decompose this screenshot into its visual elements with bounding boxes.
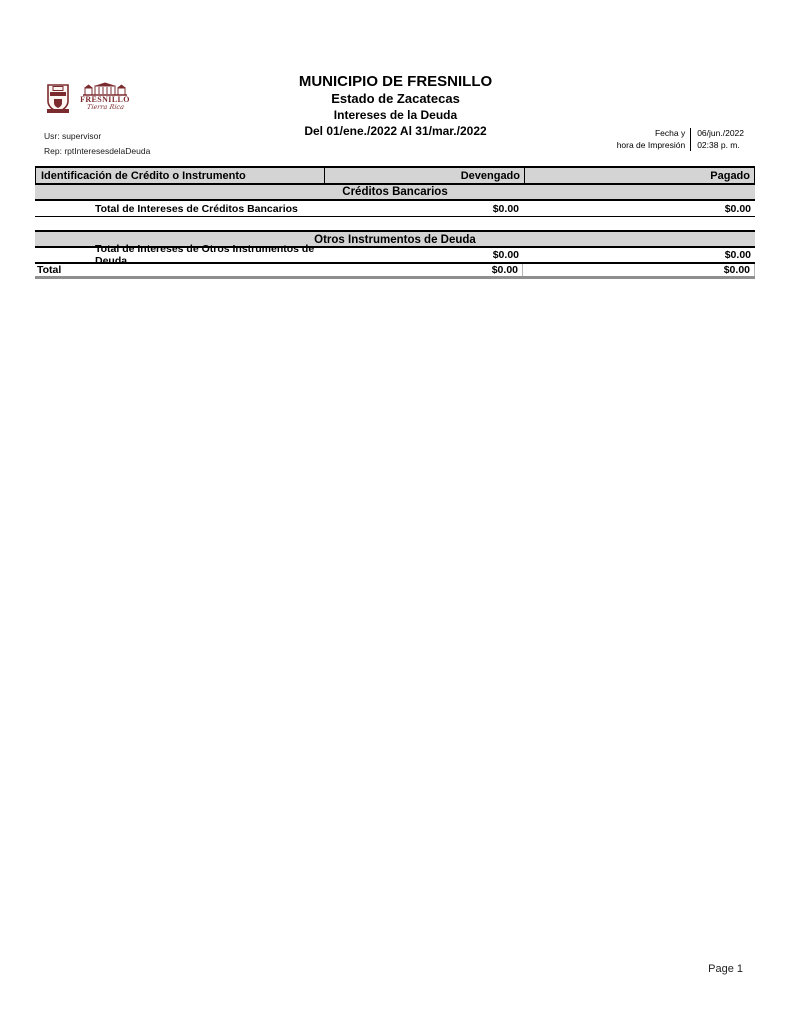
print-time: 02:38 p. m. [697,139,740,150]
section-header-otros-instrumentos: Otros Instrumentos de Deuda [35,230,755,248]
print-label-line1: Fecha y [654,128,686,138]
table-header-row [35,166,755,185]
column-header-pagado: Pagado [524,168,754,183]
report-title: MUNICIPIO DE FRESNILLO [298,73,493,90]
report-state: Estado de Zacatecas [331,91,460,106]
meta-left [44,129,150,159]
print-info-labels [617,128,691,151]
row-devengado-value: $0.00 [492,202,519,215]
table-row [35,201,755,217]
row-pagado-value: $0.00 [724,202,751,215]
column-header-devengado: Devengado [324,168,524,183]
row-label: Total de Intereses de Créditos Bancarios [95,202,298,215]
table-row [35,243,755,267]
row-pagado-value: $0.00 [724,249,751,261]
report-period: Del 01/ene./2022 Al 31/mar./2022 [304,124,487,138]
interest-table [35,166,755,279]
user-line: Usr: supervisor [44,131,102,141]
row-devengado-value: $0.00 [492,249,519,261]
column-header-identification: Identificación de Crédito o Instrumento [41,169,246,182]
row-label: Total de Intereses de Otros Instrumentos de Deuda [95,243,315,267]
report-name: Intereses de la Deuda [333,108,458,122]
section-header-creditos-bancarios: Créditos Bancarios [35,185,755,201]
print-label-line2: hora de Impresión [616,139,686,150]
report-line: Rep: rptInteresesdelaDeuda [44,146,151,156]
print-date: 06/jun./2022 [697,128,744,138]
total-pagado-value: $0.00 [523,264,755,276]
print-info [617,128,744,151]
logo-wordmark: FRESNILLO [80,95,130,104]
print-info-values [691,128,744,151]
logo-tagline: Tierra Rica [86,103,125,111]
page-number: Page 1 [708,963,743,975]
total-label: Total [37,264,62,276]
table-total-row [35,264,755,279]
total-devengado-value: $0.00 [323,264,523,276]
